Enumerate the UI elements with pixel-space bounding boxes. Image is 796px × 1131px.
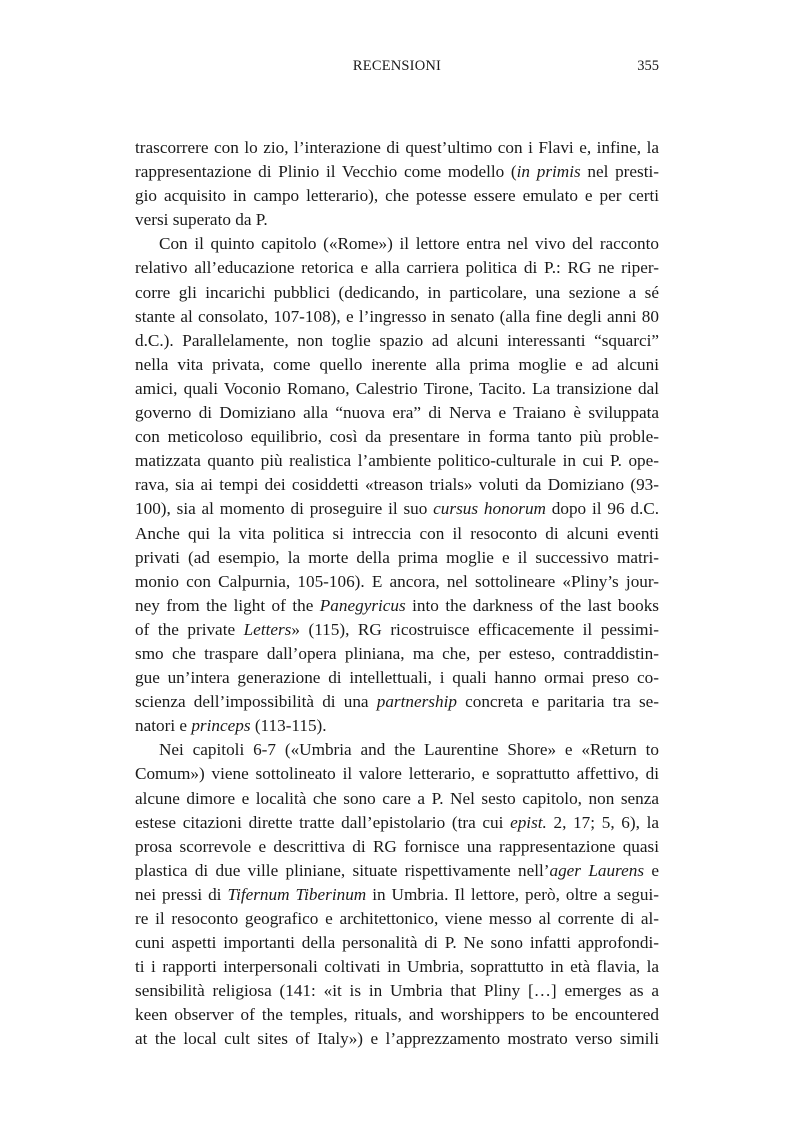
italic-text: partnership [376,692,457,712]
text-segment: dopo il 96 d.C. [545,499,660,519]
text-segment: trascorrere con lo zio, l’interazione di quest’ultimo con i Flavi e, infine, la [135,138,659,157]
text-segment: nei pressi di [135,884,228,904]
text-line [135,522,659,546]
text-line [135,714,659,738]
text-segment: con meticoloso equilibrio, così da presentare in forma tanto più proble- [135,427,659,447]
paragraph [135,232,659,738]
text-line [135,449,659,473]
text-segment: keen observer of the temples, rituals, and worshippers to be encountered [135,1005,659,1025]
text-segment: scienza dell’impossibilità di una [135,692,377,712]
text-line [135,690,659,714]
page-number: 355 [637,58,659,74]
text-line [135,835,659,859]
text-line [135,208,659,232]
text-segment: d.C.). Parallelamente, non toglie spazio ad alcuni interessanti “squarci” [135,330,659,350]
italic-text: Panegyricus [319,595,406,615]
text-segment: amici, quali Voconio Romano, Calestrio Tirone, Tacito. La transizione dal [135,378,659,398]
text-segment: Anche qui la vita politica si intreccia con il resoconto di alcuni eventi [135,523,659,543]
text-line [135,594,659,618]
text-segment: gue un’intera generazione di intellettuali, i quali hanno ormai preso co- [135,668,659,688]
text-segment: nella vita privata, come quello inerente alla prima moglie e ad alcuni [135,354,659,374]
running-header [135,58,659,78]
italic-text: ager Laurens [549,860,645,880]
text-segment: privati (ad esempio, la morte della prima moglie e il successivo matri- [135,547,659,567]
text-line [135,979,659,1003]
text-segment: concreta e paritaria tra se- [456,692,659,712]
text-line [135,305,659,329]
text-line [135,401,659,425]
text-segment: smo che traspare dall’opera pliniana, ma che, per esteso, contraddistin- [135,643,659,663]
text-line [135,570,659,594]
text-segment: in Umbria. Il lettore, però, oltre a segui- [366,884,659,904]
text-line [135,329,659,353]
text-segment: ti i rapporti interpersonali coltivati in Umbria, soprattutto in età flavia, la [135,957,659,977]
italic-text: princeps [191,716,251,736]
body-text [135,136,659,1052]
text-line [135,160,659,184]
italic-text: cursus honorum [433,499,546,519]
text-segment: cuni aspetti importanti della personalità di P. Ne sono infatti approfondi- [135,933,659,953]
text-segment: prosa scorrevole e descrittiva di RG fornisce una rappresentazione quasi [135,836,659,856]
text-line [135,642,659,666]
text-line [135,955,659,979]
text-segment: re il resoconto geografico e architettonico, viene messo al corrente di al- [135,909,659,928]
text-segment: relativo all’educazione retorica e alla carriera politica di P.: RG ne riper- [135,258,659,278]
text-line [135,931,659,955]
text-segment: into the darkness of the last books [405,595,659,615]
text-segment: natori e [135,716,192,736]
text-segment: rappresentazione di Plinio il Vecchio come modello ( [135,162,517,182]
text-line [135,425,659,449]
text-line [135,859,659,883]
text-line [135,883,659,907]
text-segment: rava, sia ai tempi dei cosiddetti «treason trials» voluti da Domiziano (93- [135,475,659,495]
paragraph [135,738,659,1051]
text-line [135,184,659,208]
text-line [135,473,659,497]
text-segment: of the private [135,619,244,639]
italic-text: Tifernum Tiberinum [227,884,367,904]
text-segment: e [644,860,659,880]
text-line [135,353,659,377]
text-line [135,666,659,690]
text-segment: matizzata quanto più realistica l’ambiente politico-culturale in cui P. ope- [135,451,659,471]
italic-text: in primis [516,162,581,182]
text-segment: monio con Calpurnia, 105-106). E ancora, nel sottolineare «Pliny’s jour- [135,571,659,591]
text-line [135,232,659,256]
text-segment: alcune dimore e località che sono care a P. Nel sesto capitolo, non senza [135,788,659,808]
text-segment: plastica di due ville pliniane, situate rispettivamente nell’ [135,860,550,880]
text-segment: (113-115). [250,716,327,736]
text-segment: Nei capitoli 6-7 («Umbria and the Laurentine Shore» e «Return to [159,740,659,760]
text-segment: Con il quinto capitolo («Rome») il lettore entra nel vivo del racconto [159,234,659,254]
text-segment: nel presti- [580,162,659,182]
text-segment: sensibilità religiosa (141: «it is in Umbria that Pliny […] emerges as a [135,981,659,1001]
text-segment: gio acquisito in campo letterario), che potesse essere emulato e per certi [135,186,659,206]
text-line [135,738,659,762]
text-segment: » (115), RG ricostruisce efficacemente il pessimi- [291,619,659,639]
italic-text: Letters [243,619,292,639]
text-line [135,907,659,931]
text-line [135,811,659,835]
text-line [135,762,659,786]
running-title: RECENSIONI [352,58,442,74]
text-segment: ney from the light of the [135,595,320,615]
text-segment: 100), sia al momento di proseguire il suo [135,499,434,519]
text-segment: estese citazioni dirette tratte dall’epistolario (tra cui [135,812,511,832]
text-line [135,377,659,401]
text-line [135,136,659,160]
text-segment: 2, 17; 5, 6), la [546,812,659,832]
text-line [135,1027,659,1051]
italic-text: epist. [510,812,547,832]
text-segment: corre gli incarichi pubblici (dedicando, in particolare, una sezione a sé [135,282,659,302]
paragraph [135,136,659,232]
text-line [135,546,659,570]
text-line [135,256,659,280]
text-line [135,787,659,811]
text-line [135,1003,659,1027]
text-segment: at the local cult sites of Italy») e l’apprezzamento mostrato verso simili [135,1029,659,1049]
text-segment: versi superato da P. [135,210,268,230]
text-segment: Comum») viene sottolineato il valore letterario, e soprattutto affettivo, di [135,764,659,784]
text-segment: governo di Domiziano alla “nuova era” di Nerva e Traiano è sviluppata [135,403,659,423]
text-segment: stante al consolato, 107-108), e l’ingresso in senato (alla fine degli anni 80 [135,306,659,326]
text-line [135,497,659,521]
text-line [135,281,659,305]
text-line [135,618,659,642]
